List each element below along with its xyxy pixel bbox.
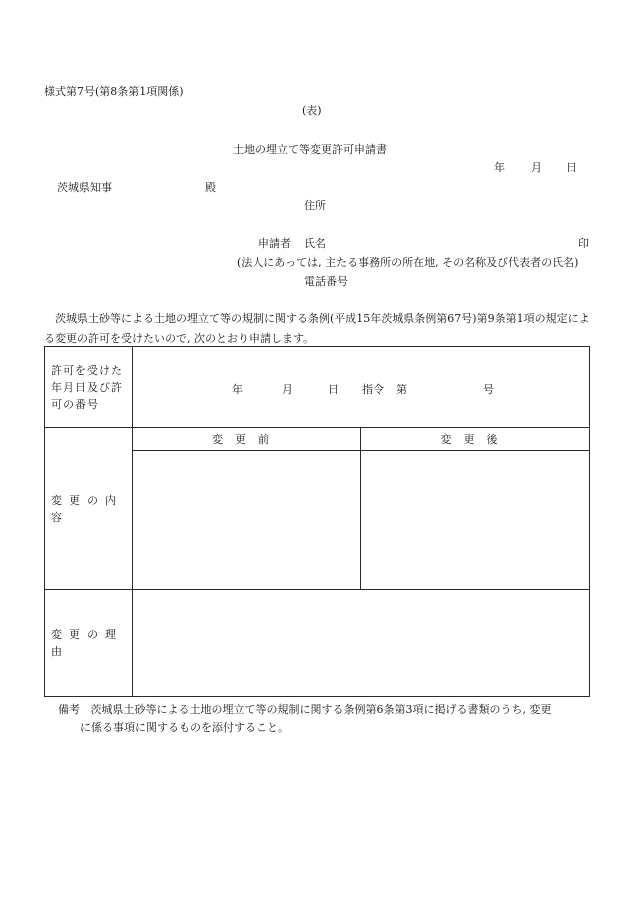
permit-value-cell[interactable] [133, 347, 590, 428]
after-change-field[interactable] [361, 451, 590, 590]
permit-directive-label: 指令 [362, 383, 384, 396]
permit-month-label: 月 [282, 383, 293, 396]
application-statement: 茨城県土砂等による土地の埋立て等の規制に関する条例(平成15年茨城県条例第67号)第9条第1項の規定による変更の許可を受けたいので, 次のとおり申請します。 [44, 312, 590, 345]
side-label: (表) [302, 104, 322, 117]
date-year-label: 年 [494, 161, 505, 174]
permit-label: 許可を受けた年月日及び許可の番号 [51, 363, 123, 411]
name-label: 氏名 [304, 237, 326, 250]
remarks-line-2: に係る事項に関するものを添付すること。 [80, 721, 289, 734]
content-label: 変更の内容 [45, 428, 133, 590]
application-table [44, 346, 590, 697]
applicant-label: 申請者 [258, 237, 291, 250]
reason-label: 変更の理由 [45, 590, 133, 697]
form-number: 様式第7号(第8条第1項関係) [44, 85, 184, 98]
permit-row [45, 347, 590, 428]
content-header-row [45, 428, 590, 451]
reason-field[interactable] [133, 590, 590, 697]
before-change-header: 変更前 [133, 428, 361, 451]
permit-year-label: 年 [232, 383, 243, 396]
remarks-label: 備考 [58, 703, 80, 716]
corporate-note: (法人にあっては, 主たる事務所の所在地, その名称及び代表者の氏名) [237, 256, 579, 269]
permit-go-label: 号 [483, 383, 494, 396]
date-month-label: 月 [531, 161, 542, 174]
address-label: 住所 [304, 199, 326, 212]
permit-day-label: 日 [328, 383, 339, 396]
seal-label: 印 [578, 237, 589, 250]
permit-label-cell [45, 347, 133, 428]
addressee: 茨城県知事 [57, 181, 112, 194]
after-change-header: 変更後 [361, 428, 590, 451]
document-title: 土地の埋立て等変更許可申請書 [233, 143, 387, 156]
remarks [58, 701, 593, 737]
phone-label: 電話番号 [304, 275, 348, 288]
honorific: 殿 [205, 181, 216, 194]
permit-dai-label: 第 [396, 383, 407, 396]
remarks-line-1: 茨城県土砂等による土地の埋立て等の規制に関する条例第6条第3項に掲げる書類のうち, 変更 [90, 703, 552, 716]
before-change-field[interactable] [133, 451, 361, 590]
date-day-label: 日 [566, 161, 577, 174]
reason-row [45, 590, 590, 697]
